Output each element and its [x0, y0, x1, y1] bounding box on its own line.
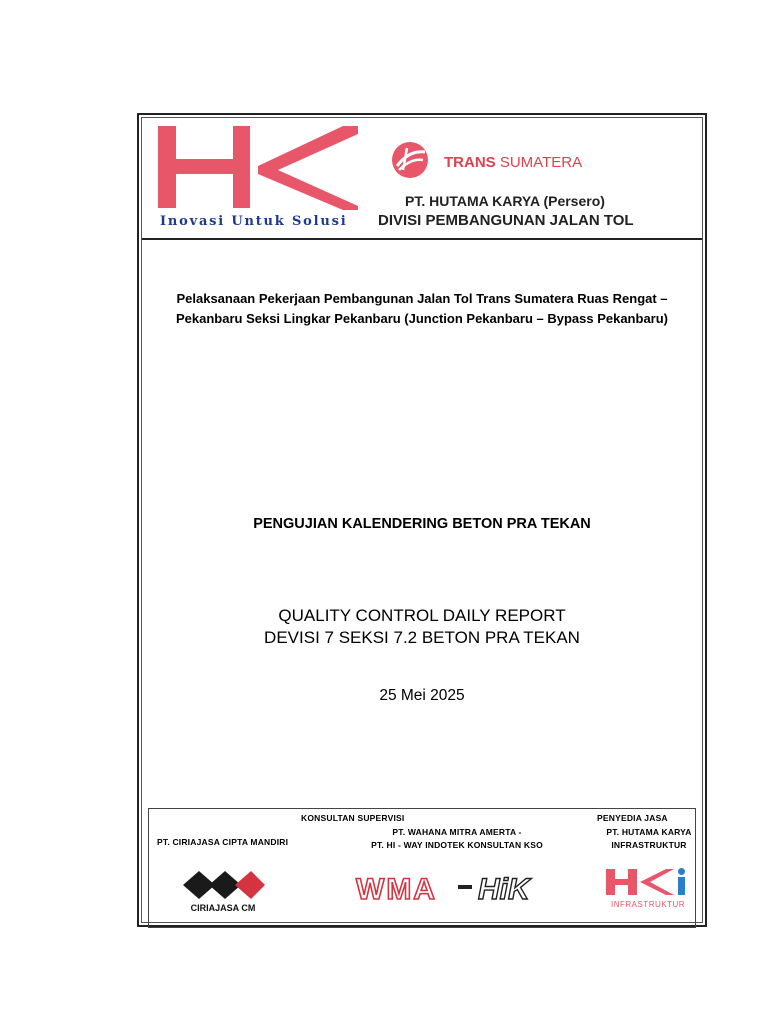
trans-sumatera-wordmark — [444, 154, 582, 171]
konsultan-right-line2: PT. HI - WAY INDOTEK KONSULTAN KSO — [371, 840, 543, 850]
ciriajasa-logo — [179, 869, 269, 913]
project-title — [142, 289, 702, 329]
penyedia-name — [595, 827, 703, 850]
hki-infrastruktur-logo — [604, 867, 694, 911]
header-band — [142, 118, 702, 240]
company-name: PT. HUTAMA KARYA (Persero) — [405, 193, 605, 209]
cover-inner-frame — [141, 117, 703, 923]
report-date: 25 Mei 2025 — [379, 687, 465, 704]
konsultan-left-name: PT. CIRIAJASA CIPTA MANDIRI — [157, 837, 289, 847]
report-title-line2: DEVISI 7 SEKSI 7.2 BETON PRA TEKAN — [264, 628, 580, 647]
trans-sumatera-bold: TRANS — [444, 154, 496, 171]
hk-tagline: Inovasi Untuk Solusi — [160, 214, 348, 229]
project-title-line2: Pekanbaru Seksi Lingkar Pekanbaru (Junction Pekanbaru – Bypass Pekanbaru) — [175, 311, 668, 326]
trans-sumatera-emblem-icon — [389, 140, 431, 180]
hutama-karya-logo — [158, 124, 358, 214]
report-title — [142, 605, 702, 649]
penyedia-name-line2: INFRASTRUKTUR — [611, 840, 687, 850]
konsultan-right-name — [349, 827, 565, 850]
report-title-line1: QUALITY CONTROL DAILY REPORT — [278, 606, 566, 625]
ciriajasa-logo-text: CIRIAJASA CM — [190, 903, 256, 913]
penyedia-name-line1: PT. HUTAMA KARYA — [606, 827, 692, 837]
wma-logo-text: WMA — [356, 873, 437, 906]
konsultan-right-line1: PT. WAHANA MITRA AMERTA - — [392, 827, 522, 837]
cover-frame — [137, 113, 707, 927]
division-name: DIVISI PEMBANGUNAN JALAN TOL — [378, 212, 634, 229]
konsultan-label: KONSULTAN SUPERVISI — [301, 813, 405, 823]
document-title: PENGUJIAN KALENDERING BETON PRA TEKAN — [253, 516, 591, 532]
trans-sumatera-light: SUMATERA — [499, 154, 583, 171]
hki-logo-text: INFRASTRUKTUR — [610, 900, 686, 909]
wma-hik-logo — [352, 869, 562, 909]
hik-logo-text: HiK — [478, 873, 530, 906]
penyedia-label: PENYEDIA JASA — [597, 813, 668, 823]
footer-signature-box — [148, 808, 696, 928]
project-title-line1: Pelaksanaan Pekerjaan Pembangunan Jalan Tol Trans Sumatera Ruas Rengat – — [176, 291, 668, 306]
